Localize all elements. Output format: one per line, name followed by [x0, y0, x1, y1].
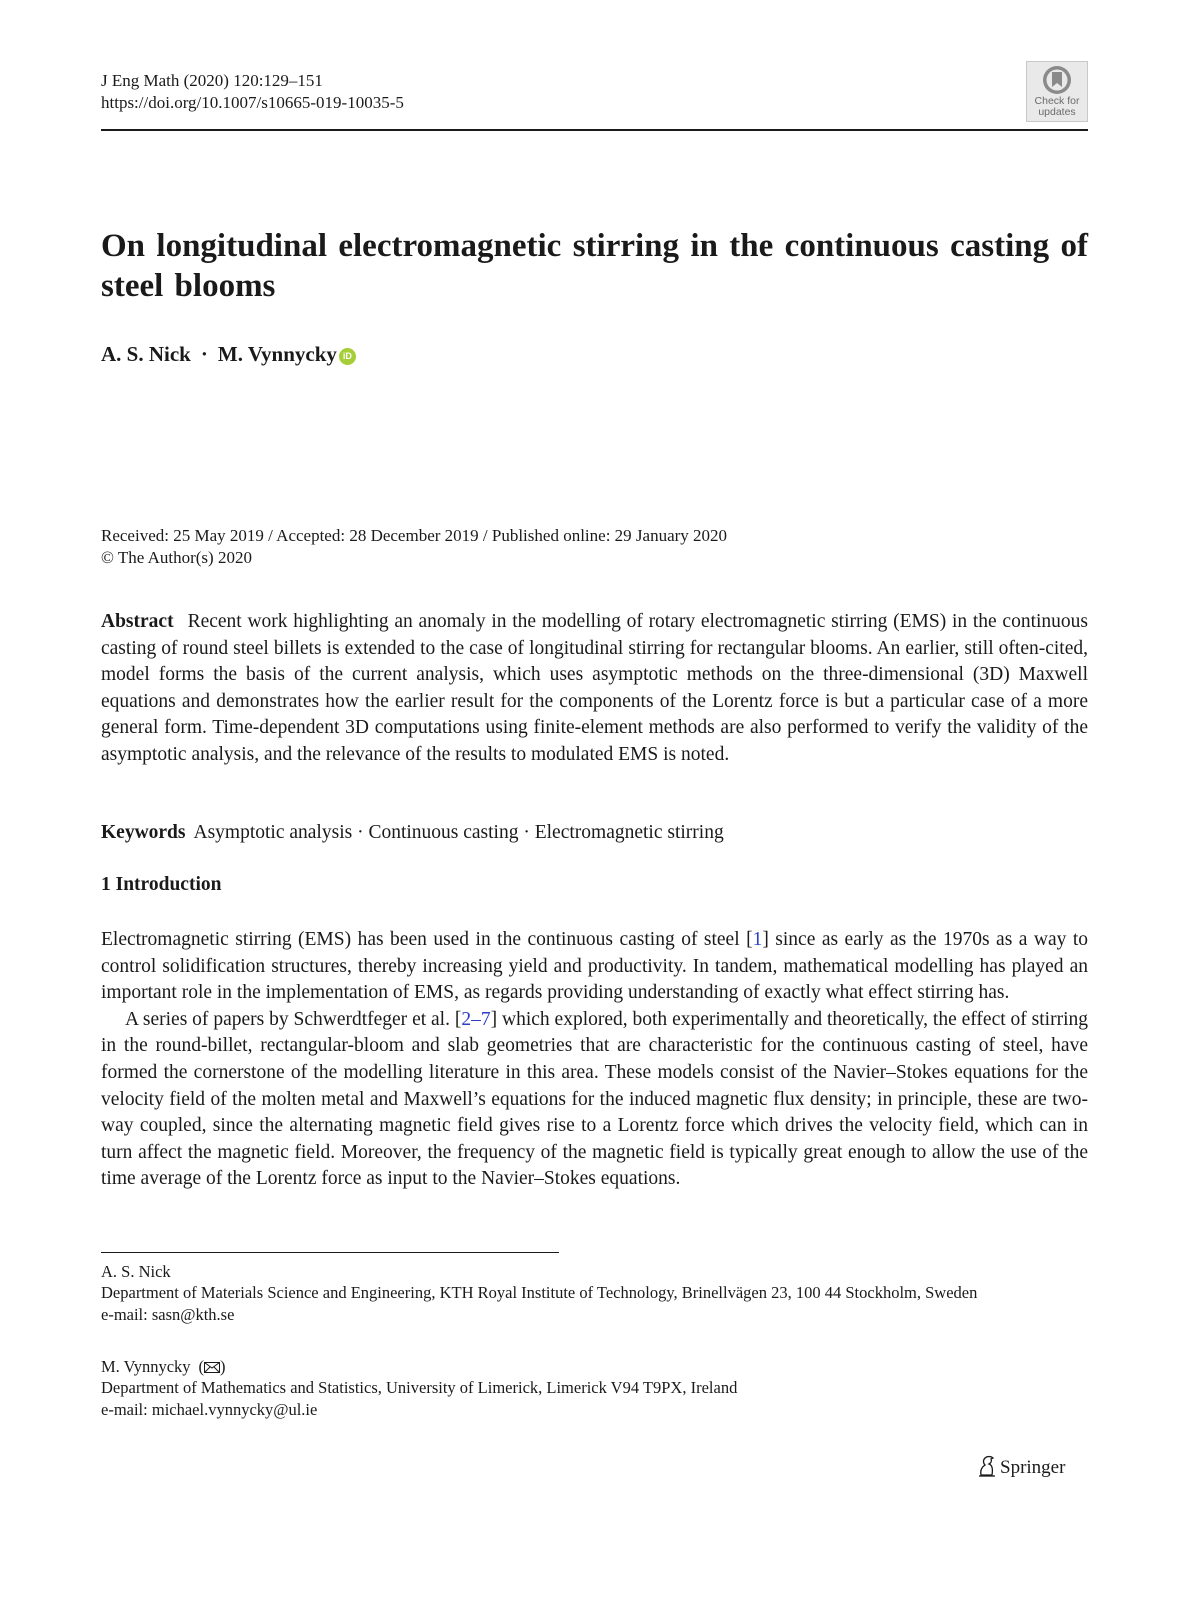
citation-link-1[interactable]: 1	[752, 929, 763, 950]
keywords	[101, 822, 724, 844]
article-dates	[101, 525, 727, 569]
citation-link-7[interactable]: 7	[480, 1008, 491, 1030]
citation-link-2[interactable]: 2	[461, 1008, 472, 1030]
affil-author-name-line	[101, 1356, 1088, 1377]
check-for-updates-badge[interactable]	[1026, 61, 1088, 122]
citation-range-dash: –	[471, 1008, 481, 1030]
publisher-logo	[977, 1455, 1065, 1479]
author-separator: ·	[200, 342, 208, 366]
publication-history: Received: 25 May 2019 / Accepted: 28 December 2019 / Published online: 29 January 2020	[101, 526, 728, 545]
intro-paragraph-1	[101, 927, 1088, 1007]
author-vynnycky[interactable]: M. Vynnycky	[217, 342, 337, 366]
keywords-label: Keywords	[101, 822, 186, 843]
affiliation-nick	[101, 1261, 1088, 1325]
envelope-icon: ( )	[198, 1357, 226, 1376]
abstract-text: Recent work highlighting an anomaly in the modelling of rotary electromagnetic stirring (EMS) in the continuous casting of round steel billets is extended to the case of longitudinal stirring for rectangular blooms. An earlier, still often-cited, model forms the basis of the current analysis, which uses asymptotic methods on the three-dimensional (3D) Maxwell equations and demonstrates how the earlier result for the components of the Lorentz force is but a particular case of a more general form. Time-dependent 3D computations using finite-element methods are also performed to verify the validity of the asymptotic analysis, and the relevance of the results to modulated EMS is noted.	[101, 611, 1088, 765]
intro-p2-text-a: A series of papers by Schwerdtfeger et al. [	[125, 1008, 462, 1030]
bookmark-icon	[1042, 65, 1072, 95]
intro-p2-text-b: ] which explored, both experimentally and theoretically, the effect of stirring in the round-billet, rectangular-bloom and slab geometries that are characteristic for the continuous casting of steel, have formed the cornerstone of the modelling literature in this area. These models consist of the Navier–Stokes equations for the velocity field of the molten metal and Maxwell’s equations for the induced magnetic flux density; in principle, these are two-way coupled, since the alternating magnetic field gives rise to a Lorentz force which drives the velocity field, which can in turn affect the magnetic field. Moreover, the frequency of the magnetic field is typically great enough to allow the use of the time average of the Lorentz force as input to the Navier–Stokes equations.	[101, 1008, 1088, 1190]
badge-line2: updates	[1038, 106, 1076, 118]
header-rule	[101, 129, 1088, 131]
orcid-icon[interactable]: iD	[339, 348, 356, 365]
affil-email[interactable]: e-mail: michael.vynnycky@ul.ie	[101, 1399, 318, 1419]
intro-p1-text-a: Electromagnetic stirring (EMS) has been used in the continuous casting of steel [	[101, 929, 753, 950]
article-title: On longitudinal electromagnetic stirring in the continuous casting of steel blooms	[101, 228, 1088, 304]
affil-author-name: A. S. Nick	[101, 1262, 171, 1281]
journal-header	[101, 70, 404, 114]
keywords-text: Asymptotic analysis · Continuous casting · Electromagnetic stirring	[193, 822, 724, 843]
section-heading-introduction: 1 Introduction	[101, 874, 222, 895]
introduction-body	[101, 927, 1088, 1193]
affil-address: Department of Materials Science and Engineering, KTH Royal Institute of Technology, Brinellvägen 23, 100 44 Stockholm, Sweden	[101, 1283, 978, 1303]
intro-paragraph-2	[101, 1007, 1088, 1193]
author-list	[101, 342, 356, 367]
intro-p1-text-b: ] since as early as the 1970s as a way to control solidification structures, thereby increasing yield and productivity. In tandem, mathematical modelling has played an important role in the implementation of EMS, as regards providing understanding of exactly what effect stirring has.	[101, 929, 1088, 1004]
springer-horse-icon	[977, 1455, 997, 1477]
badge-line1: Check for	[1034, 95, 1080, 107]
affil-email[interactable]: e-mail: sasn@kth.se	[101, 1304, 235, 1324]
journal-citation: J Eng Math (2020) 120:129–151	[101, 71, 323, 90]
affil-author-name: M. Vynnycky	[101, 1357, 191, 1376]
affiliation-vynnycky	[101, 1356, 1088, 1420]
footnote-rule	[101, 1252, 559, 1253]
author-nick[interactable]: A. S. Nick	[101, 342, 191, 366]
affil-address: Department of Mathematics and Statistics, University of Limerick, Limerick V94 T9PX, Ireland	[101, 1378, 738, 1398]
copyright-notice: © The Author(s) 2020	[101, 548, 252, 567]
abstract	[101, 609, 1088, 769]
doi-link[interactable]: https://doi.org/10.1007/s10665-019-10035-5	[101, 93, 404, 112]
publisher-name: Springer	[1000, 1457, 1066, 1478]
abstract-label: Abstract	[101, 611, 174, 632]
